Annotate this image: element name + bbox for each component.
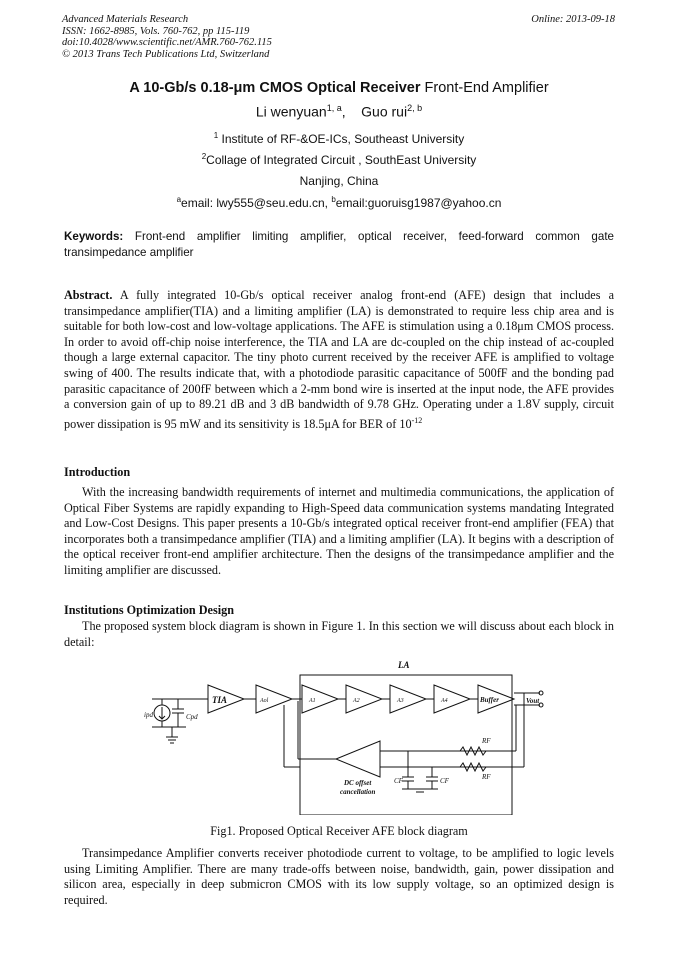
title-normal: Front-End Amplifier — [420, 80, 549, 96]
affiliation-1 — [40, 131, 638, 146]
issn-line: ISSN: 1662-8985, Vols. 760-762, pp 115-119 — [62, 25, 250, 37]
design-paragraph: The proposed system block diagram is shown in Figure 1. In this section we will discuss about each block in detail: — [64, 619, 614, 649]
vout-label: Vout — [526, 697, 540, 705]
tia-label: TIA — [212, 695, 228, 705]
author-2-sup: 2, b — [407, 103, 423, 113]
affiliation-2-text: Collage of Integrated Circuit , SouthEast University — [206, 153, 477, 167]
email-a: email: lwy555@seu.edu.cn, — [181, 196, 332, 210]
cf-label-left: CF — [394, 777, 403, 785]
email-b-sup: b — [331, 195, 336, 204]
journal-name: Advanced Materials Research — [62, 14, 189, 25]
cf-label-right: CF — [440, 777, 449, 785]
abstract-label: Abstract. — [64, 288, 113, 302]
journal-header — [62, 14, 272, 60]
a2-amplifier — [346, 685, 382, 713]
a2-label: A2 — [353, 698, 360, 704]
introduction-paragraph: With the increasing bandwidth requirements of internet and multimedia communications, the application of Optical Fiber Systems are rapidly expanding to High-Speed data communication systems mandating Integrated and Low-Cost Designs. This paper presents a 10-Gb/s integrated optical receiver front-end amplifier (FEA) that incorporates both a transimpedance amplifier (TIA) and a limiting amplifier (LA). It begins with a description of the optical receiver front-end amplifier architecture. Then the designs of the transimpedance amplifier and the limiting amplifier are discussed. — [64, 485, 614, 577]
tia-paragraph: Transimpedance Amplifier converts receiver photodiode current to voltage, to be amplified to logic levels using Limiting Amplifier. There are many trade-offs between noise, bandwidth, gain, power dissipation and silicon area, especially in deep submicron CMOS with its low supply voltage, so an optimized design is required. — [64, 846, 614, 907]
abstract-text: A fully integrated 10-Gb/s optical receiver analog front-end (AFE) design that includes a transimpedance amplifier(TIA) and a limiting amplifier (LA) is demonstrated to require less chip area and is suitable for both low-cost and low-voltage applications. The AFE is stimulation using a 0.18μm CMOS process. In order to avoid off-chip noise interference, the TIA and LA are dc-coupled on the chip instead of ac-coupled though a large external capacitor. The tiny photo current received by the receiver AFE is amplified to voltage swing of 400. The results indicate that, with a photodiode parasitic capacitance of 500fF and the bonding pad parasitic capacitance of 200fF between which a 2-mm bond wire is inserted at the input node, the AFE provides a conversion gain of up to 89.21 dB and 3 dB bandwidth of 9.78 GHz. Operating under a 1.8V supply, circuit power dissipation is 95 mW and its sensitivity is 18.5μA for BER of 10 — [64, 288, 614, 431]
affiliation-2-sup: 2 — [201, 152, 207, 161]
ipd-label: ipd — [144, 711, 153, 719]
author-list: Li wenyuan$^{1, a}$, Guo rui$^{2, b}$ — [255, 103, 423, 120]
rf-label-top: RF — [482, 737, 491, 745]
photodiode-capacitor — [172, 699, 198, 727]
keywords-text: Front-end amplifier limiting amplifier, optical receiver, feed-forward common gate transimpedance amplifier — [64, 230, 614, 259]
a3-amplifier — [390, 685, 426, 713]
author-2: Guo rui — [361, 103, 408, 120]
a4-amplifier — [434, 685, 470, 713]
dc-offset-label-2: cancellation — [340, 788, 376, 796]
la-label: LA — [398, 660, 410, 670]
abstract — [64, 288, 614, 432]
buffer-amplifier — [478, 685, 514, 713]
keywords-label: Keywords: — [64, 230, 124, 243]
email-line — [40, 195, 638, 210]
ground-symbol — [166, 727, 178, 743]
tia-block — [208, 685, 244, 713]
online-date: Online: 2013-09-18 — [531, 14, 615, 25]
buffer-label: Buffer — [480, 696, 499, 704]
block-diagram — [140, 655, 550, 815]
author-1: Li wenyuan — [255, 103, 327, 120]
dc-offset-label-1: DC offset — [344, 779, 372, 787]
author-1-sup: 1, a — [326, 103, 342, 113]
cpd-label: Cpd — [186, 713, 198, 721]
affiliation-2 — [40, 152, 638, 167]
abstract-exponent: -12 — [411, 415, 423, 425]
section-heading-design: Institutions Optimization Design — [64, 603, 234, 617]
email-b: email:guoruisg1987@yahoo.cn — [335, 196, 502, 210]
a1-label: A1 — [309, 698, 316, 704]
a1-amplifier — [302, 685, 338, 713]
affiliation-city: Nanjing, China — [299, 174, 379, 188]
a4-label: A4 — [441, 698, 448, 704]
title-bold: A 10-Gb/s 0.18-μm CMOS Optical Receiver — [129, 80, 421, 96]
doi-line: doi:10.4028/www.scientific.net/AMR.760-762.115 — [62, 37, 272, 48]
email-a-sup: a — [176, 195, 182, 204]
keywords — [64, 229, 614, 260]
output-terminals — [514, 691, 543, 707]
affiliation-1-sup: 1 — [213, 131, 219, 140]
aol-amplifier — [256, 685, 292, 713]
figure-caption: Fig1. Proposed Optical Receiver AFE block diagram — [210, 824, 468, 838]
a3-label: A3 — [397, 698, 404, 704]
affiliation-1-text: Institute of RF-&OE-ICs, Southeast University — [218, 132, 465, 146]
rf-label-bottom: RF — [482, 773, 491, 781]
copyright-line: © 2013 Trans Tech Publications Ltd, Switzerland — [62, 48, 270, 60]
paper-title — [40, 80, 638, 96]
section-heading-introduction: Introduction — [64, 465, 131, 479]
aol-label: Aol — [260, 698, 269, 704]
